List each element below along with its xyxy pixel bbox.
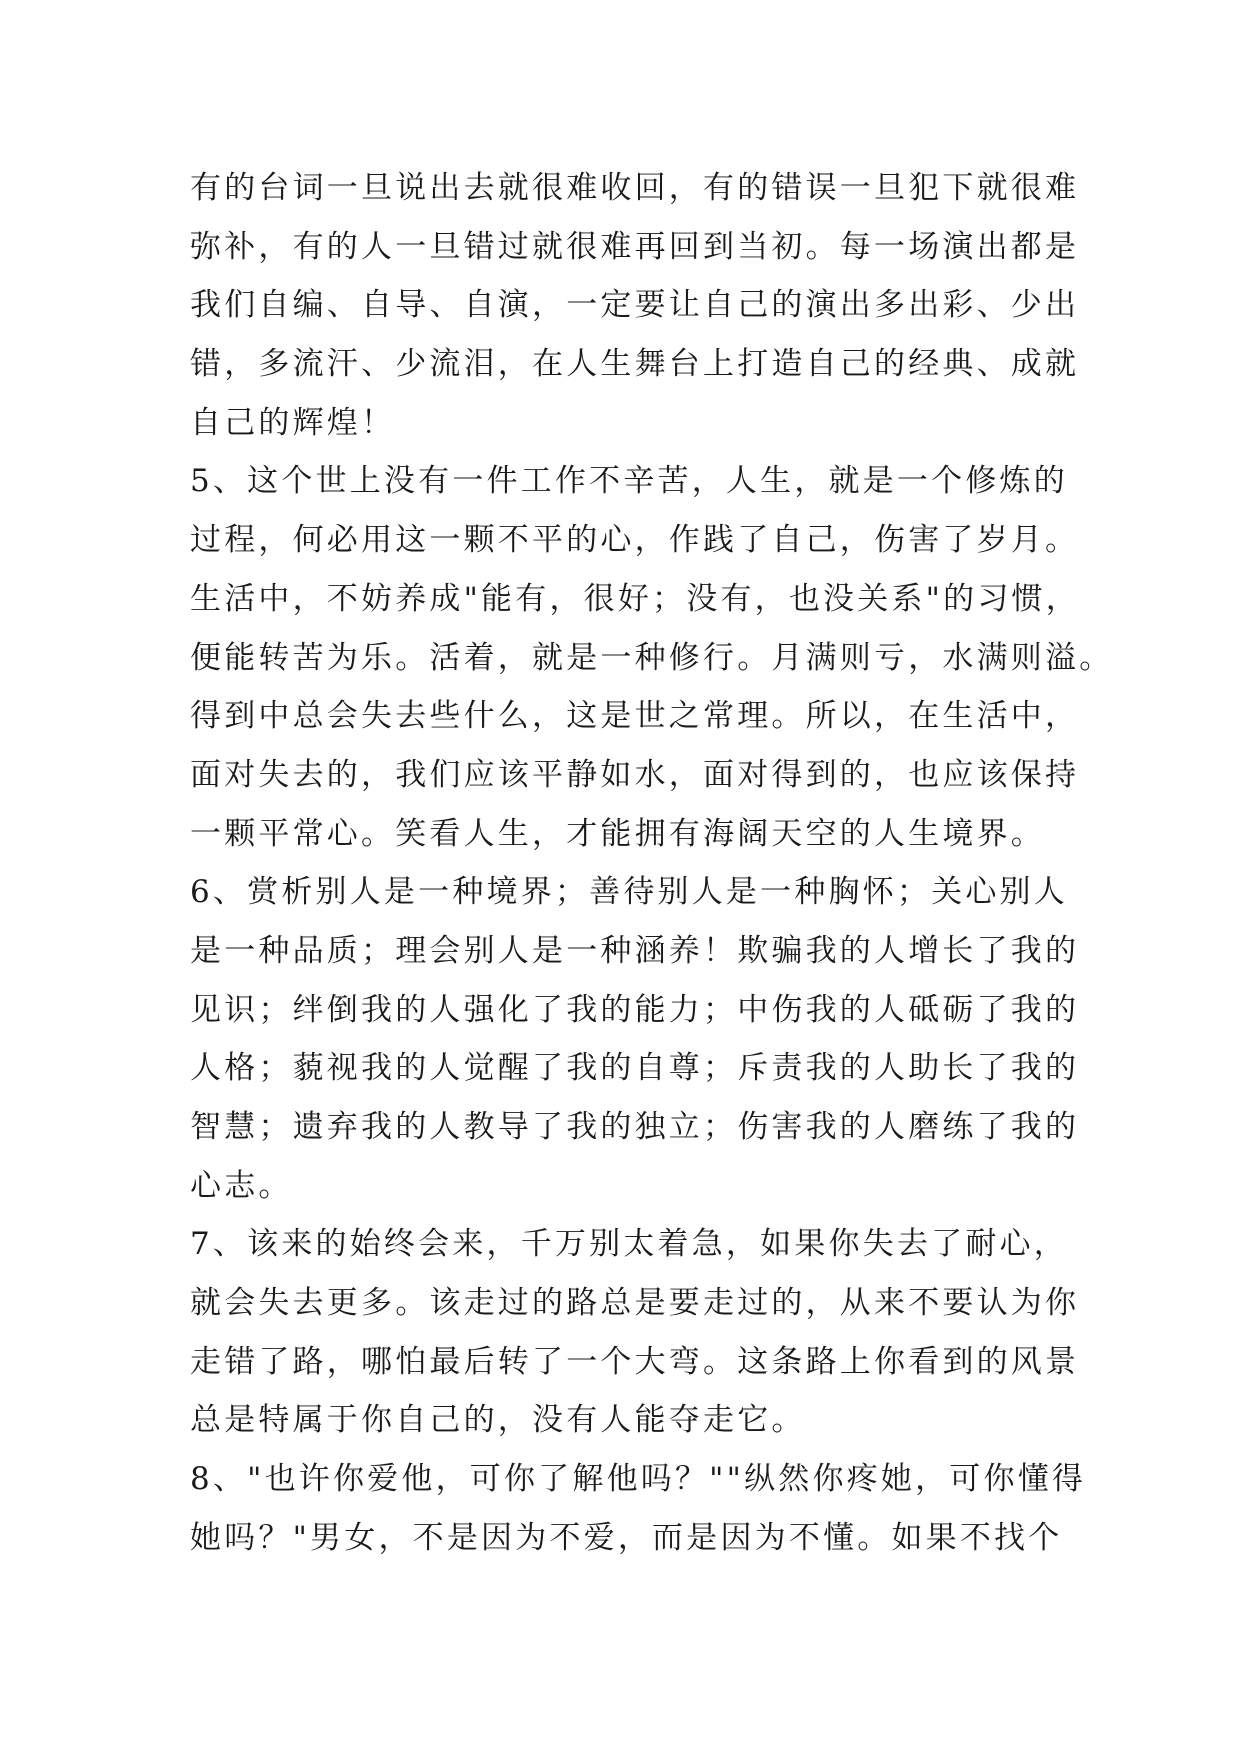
- text-line: 就会失去更多。该走过的路总是要走过的，从来不要认为你: [190, 1285, 1080, 1322]
- text-line: 走错了路，哪怕最后转了一个大弯。这条路上你看到的风景: [190, 1343, 1080, 1380]
- body-text: [190, 159, 1114, 1568]
- text-line: 得到中总会失去些什么，这是世之常理。所以，在生活中，: [190, 698, 1080, 735]
- text-line: 智慧；遗弃我的人教导了我的独立；伤害我的人磨练了我的: [190, 1109, 1080, 1145]
- text-line: 生活中，不妨养成"能有，很好；没有，也没关系"的习惯，: [190, 580, 1080, 617]
- text-line: 弥补，有的人一旦错过就很难再回到当初。每一场演出都是: [190, 228, 1080, 265]
- text-line: 便能转苦为乐。活着，就是一种修行。月满则亏，水满则溢。: [190, 639, 1114, 676]
- text-line: 面对失去的，我们应该平静如水，面对得到的，也应该保持: [190, 756, 1080, 793]
- text-line: 总是特属于你自己的，没有人能夺走它。: [190, 1402, 806, 1439]
- text-line: 过程，何必用这一颗不平的心，作践了自己，伤害了岁月。: [190, 522, 1080, 559]
- text-line: 心志。: [190, 1167, 293, 1204]
- text-line: 有的台词一旦说出去就很难收回，有的错误一旦犯下就很难: [190, 170, 1080, 206]
- text-line: 8、"也许你爱他，可你了解他吗？""纵然你疼她，可你懂得: [190, 1461, 1087, 1498]
- text-line: 自己的辉煌！: [190, 404, 396, 441]
- text-line: 错，多流汗、少流泪，在人生舞台上打造自己的经典、成就: [190, 346, 1080, 383]
- text-line: 见识；绊倒我的人强化了我的能力；中伤我的人砥砺了我的: [190, 991, 1080, 1028]
- text-line: 5、这个世上没有一件工作不辛苦，人生，就是一个修炼的: [190, 463, 1068, 500]
- text-line: 一颗平常心。笑看人生，才能拥有海阔天空的人生境界。: [190, 815, 1045, 852]
- text-line: 人格；藐视我的人觉醒了我的自尊；斥责我的人助长了我的: [190, 1050, 1080, 1087]
- text-line: 我们自编、自导、自演，一定要让自己的演出多出彩、少出: [190, 287, 1080, 324]
- text-line: 是一种品质；理会别人是一种涵养！欺骗我的人增长了我的: [190, 932, 1080, 969]
- text-line: 6、赏析别人是一种境界；善待别人是一种胸怀；关心别人: [190, 874, 1068, 911]
- text-line: 7、该来的始终会来，千万别太着急，如果你失去了耐心，: [190, 1226, 1068, 1263]
- text-line: 她吗？"男女，不是因为不爱，而是因为不懂。如果不找个: [190, 1519, 1063, 1556]
